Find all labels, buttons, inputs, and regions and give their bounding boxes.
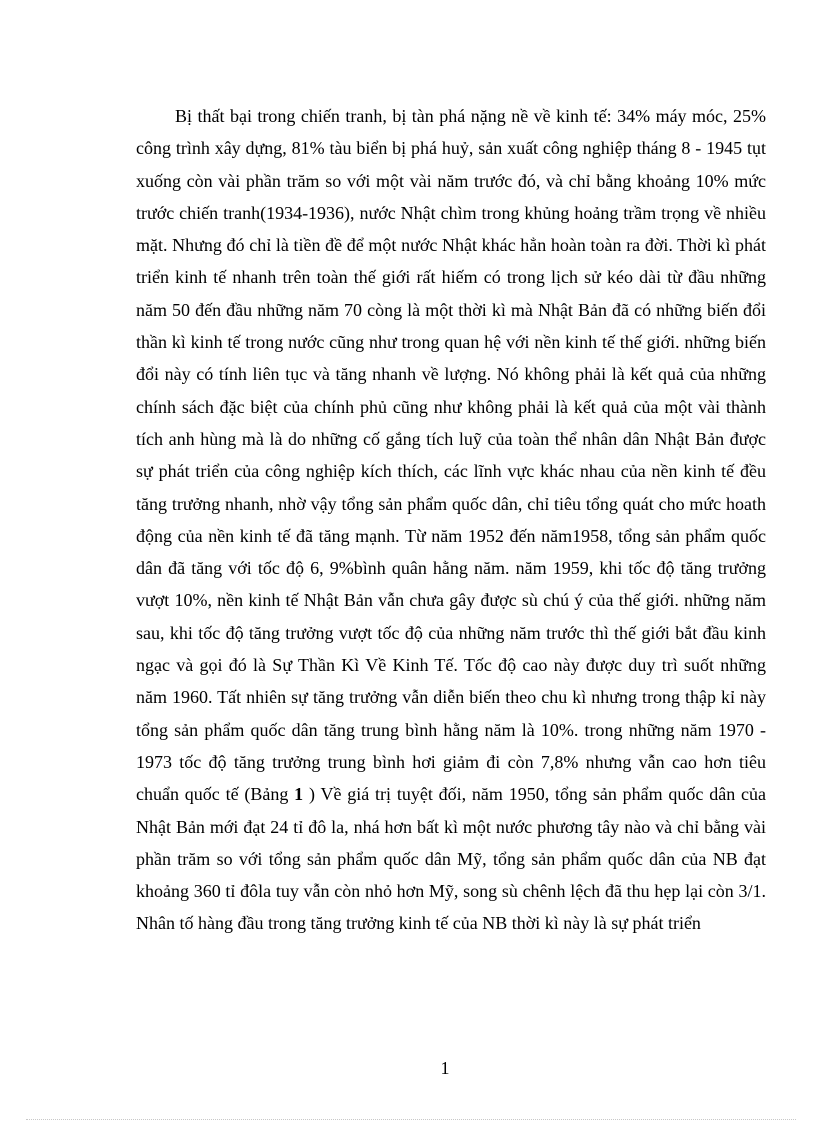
paragraph-text-part-1: Bị thất bại trong chiến tranh, bị tàn phá nặng nề về kinh tế: 34% máy móc, 25% công trình xây dựng, 81% tàu biển bị phá huỷ, sản xuất công nghiệp tháng 8 - 1945 tụt xuống còn vài phần trăm so với một vài năm trước đó, và chỉ bằng khoảng 10% mức trước chiến tranh(1934-1936), nước Nhật chìm trong khủng hoảng trầm trọng về nhiều mặt. Nhưng đó chỉ là tiền đề để một nước Nhật khác hẳn hoàn toàn ra đời. Thời kì phát triển kinh tế nhanh trên toàn thế giới rất hiếm có trong lịch sử kéo dài từ đầu những năm 50 đến đầu những năm 70 còng là một thời kì mà Nhật Bản đã có những biến đổi thần kì kinh tế trong nước cũng như trong quan hệ với nền kinh tế thế giới. những biến đổi này có tính liên tục và tăng nhanh về lượng. Nó không phải là kết quả của những chính sách đặc biệt của chính phủ cũng như không phải là kết quả của một vài thành tích anh hùng mà là do những cố gắng tích luỹ của toàn thể nhân dân Nhật Bản được sự phát triển của công nghiệp kích thích, các lĩnh vực khác nhau của nền kinh tế đều tăng trưởng nhanh, nhờ vậy tổng sản phẩm quốc dân, chỉ tiêu tổng quát cho mức hoath động của nền kinh tế đã tăng mạnh. Từ năm 1952 đến năm1958, tổng sản phẩm quốc dân đã tăng với tốc độ 6, 9%bình quân hằng năm. năm 1959, khi tốc độ tăng trưởng vượt 10%, nền kinh tế Nhật Bản vẫn chưa gây được sù chú ý của thế giới. những năm sau, khi tốc độ tăng trưởng vượt tốc độ của những năm trước thì thế giới bắt đầu kinh ngạc và gọi đó là Sự Thần Kì Về Kinh Tế. Tốc độ cao này được duy trì suốt những năm 1960. Tất nhiên sự tăng trưởng vẫn diễn biến theo chu kì nhưng trong thập kỉ này tổng sản phẩm quốc dân tăng trung bình hằng năm là 10%. trong những năm 1970 - 1973 tốc độ tăng trưởng trung bình hơi giảm đi còn 7,8% nhưng vẫn cao hơn tiêu chuẩn quốc tế (Bảng: [136, 106, 766, 805]
body-paragraph: [136, 100, 766, 940]
paragraph-text-part-2: ) Về giá trị tuyệt đối, năm 1950, tổng sản phẩm quốc dân của Nhật Bản mới đạt 24 tỉ đô la, nhá hơn bất kì một nước phương tây nào và chỉ bằng vài phần trăm so với tổng sản phẩm quốc dân Mỹ, tổng sản phẩm quốc dân của NB đạt khoảng 360 tỉ đôla tuy vẫn còn nhỏ hơn Mỹ, song sù chênh lệch đã thu hẹp lại còn 3/1. Nhân tố hàng đầu trong tăng trưởng kinh tế của NB thời kì này là sự phát triển: [136, 784, 766, 934]
page-number: 1: [440, 1058, 450, 1078]
table-reference-number: 1: [294, 784, 304, 805]
page-bottom-border: [26, 1119, 796, 1120]
